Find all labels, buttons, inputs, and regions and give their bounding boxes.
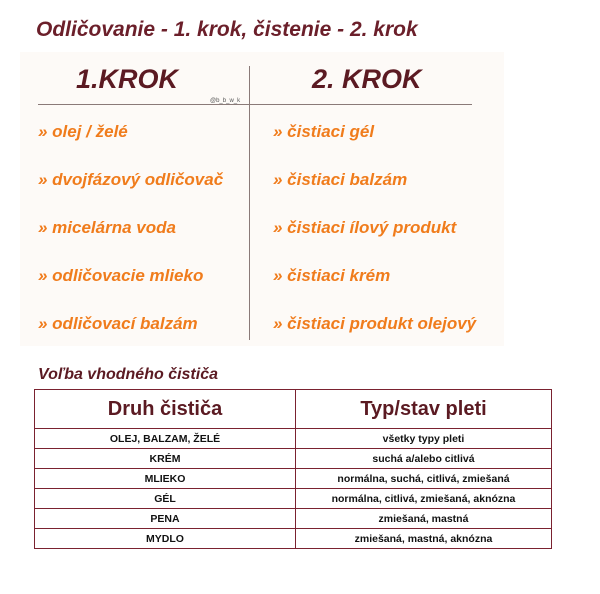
step1-item: » odličovací balzám [38, 314, 198, 333]
step1-item: » micelárna voda [38, 218, 176, 237]
skin-cell: zmiešaná, mastná [296, 509, 552, 529]
skin-cell: suchá a/alebo citlivá [296, 449, 552, 469]
table-row [35, 469, 552, 489]
step2-item: » čistiaci balzám [273, 170, 408, 189]
table-row [35, 489, 552, 509]
steps-panel [20, 52, 504, 346]
step1-item: » odličovacie mlieko [38, 266, 204, 285]
step2-item: » čistiaci produkt olejový [273, 314, 477, 333]
skin-cell: zmiešaná, mastná, aknózna [296, 529, 552, 549]
step2-heading: 2. KROK [312, 64, 422, 94]
cleanser-cell: MLIEKO [35, 469, 296, 489]
header-cleanser-type: Druh čističa [35, 390, 296, 429]
table-row [35, 449, 552, 469]
step1-heading: 1.KROK [76, 64, 179, 94]
table-row [35, 429, 552, 449]
skin-cell: normálna, suchá, citlivá, zmiešaná [296, 469, 552, 489]
cleanser-cell: OLEJ, BALZAM, ŽELÉ [35, 429, 296, 449]
skin-cell: normálna, citlivá, zmiešaná, aknózna [296, 489, 552, 509]
step1-item: » dvojfázový odličovač [38, 170, 224, 189]
step1-item: » olej / želé [38, 122, 128, 141]
step2-item: » čistiaci krém [273, 266, 391, 285]
cleanser-cell: PENA [35, 509, 296, 529]
header-divider [38, 104, 472, 105]
page-title: Odličovanie - 1. krok, čistenie - 2. krok [36, 18, 418, 41]
table-row [35, 529, 552, 549]
cleanser-cell: GÉL [35, 489, 296, 509]
step2-item: » čistiaci ílový produkt [273, 218, 457, 237]
table-header-row [35, 390, 552, 429]
cleanser-table [34, 389, 552, 549]
column-divider [249, 66, 250, 340]
table-row [35, 509, 552, 529]
header-skin-type: Typ/stav pleti [296, 390, 552, 429]
table-subtitle: Voľba vhodného čističa [38, 366, 218, 383]
cleanser-cell: KRÉM [35, 449, 296, 469]
skin-cell: všetky typy pleti [296, 429, 552, 449]
watermark: @b_b_w_k [210, 98, 241, 104]
step2-item: » čistiaci gél [273, 122, 375, 141]
cleanser-cell: MYDLO [35, 529, 296, 549]
